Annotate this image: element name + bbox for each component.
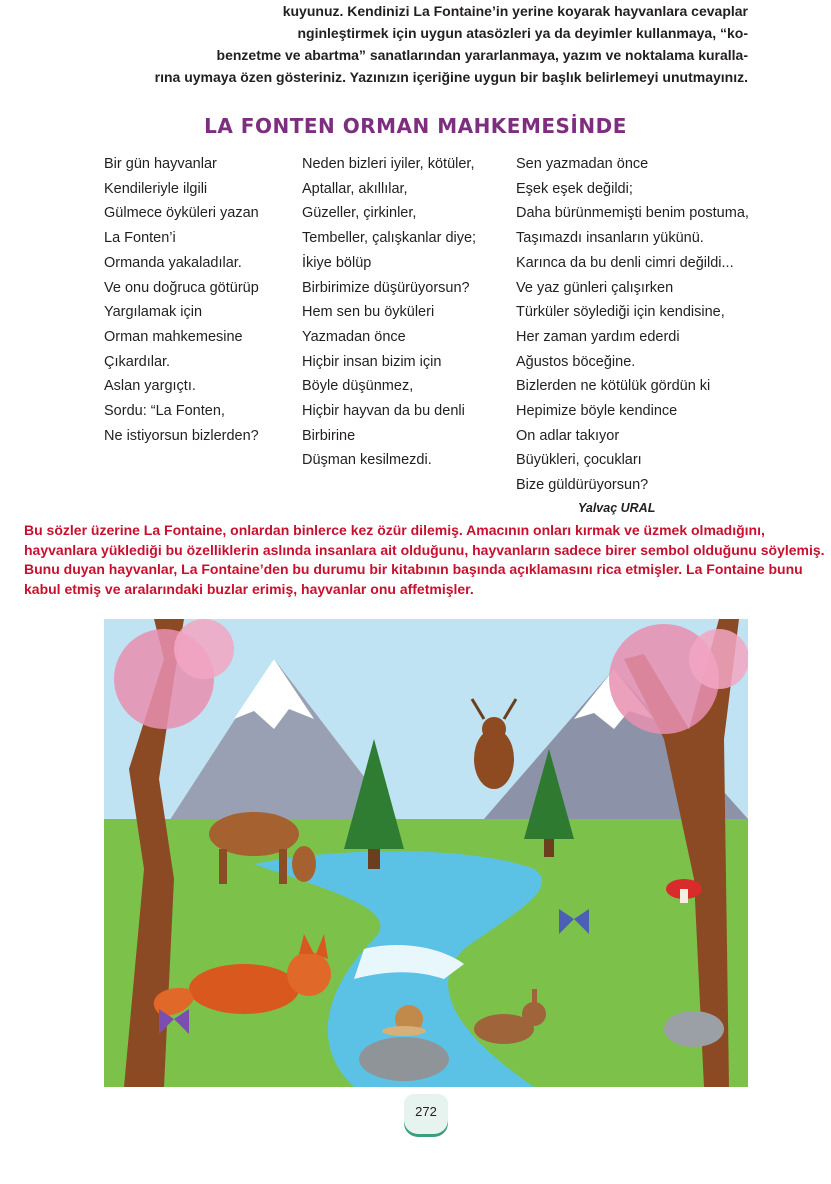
poem-verse-line: Çıkardılar.	[104, 353, 171, 370]
poem-verse-line: Yazmadan önce	[302, 328, 406, 345]
rock	[664, 1011, 724, 1047]
poem-verse-line: Birbirine	[302, 427, 356, 444]
handwritten-answer	[24, 521, 824, 600]
poem-verse-line: Sordu: “La Fonten,	[104, 403, 225, 420]
assignment-instructions	[100, 0, 748, 88]
answer-line: Bunu duyan hayvanlar, La Fontaine’den bu durumu bir kitabının başında açıklamasını rica etmişler. La Fontaine bunu	[24, 561, 803, 578]
poem-verse-line: Hiçbir hayvan da bu denli	[302, 403, 465, 420]
poem-verse-line: Eşek eşek değildi;	[516, 180, 633, 197]
poem-verse-line: Türküler söylediği için kendisine,	[516, 304, 725, 321]
poem-verse-line: On adlar takıyor	[516, 427, 620, 444]
poem-verse-line: Gülmece öyküleri yazan	[104, 205, 259, 222]
poem-verse-line: Ne istiyorsun bizlerden?	[104, 427, 259, 444]
poem-verse-line: Bize güldürüyorsun?	[516, 477, 649, 494]
poem-verse-line: Ve yaz günleri çalışırken	[516, 279, 674, 296]
page-number: 272	[415, 1104, 437, 1119]
poem-title: LA FONTEN ORMAN MAHKEMESİNDE	[204, 114, 627, 138]
poem-verse-line: Tembeller, çalışkanlar diye;	[302, 230, 477, 247]
answer-line: Bu sözler üzerine La Fontaine, onlardan binlerce kez özür dilemiş. Amacının onları kırmak ve üzmek olmadığını,	[24, 522, 765, 538]
page-number-badge	[404, 1094, 448, 1134]
poem-verse-line: Hem sen bu öyküleri	[302, 304, 435, 321]
poem-verse-line: Bir gün hayvanlar	[104, 156, 217, 172]
poem-verse-line: Sen yazmadan önce	[516, 156, 649, 172]
poem-verse-line: Taşımazdı insanların yükünü.	[516, 230, 704, 247]
poem-verse-line: Orman mahkemesine	[104, 328, 243, 345]
poem-verse-line: Kendileriyle ilgili	[104, 180, 208, 197]
poem-verse-line: Ve onu doğruca götürüp	[104, 279, 259, 296]
poem-verse-line: Hiçbir insan bizim için	[302, 353, 442, 370]
poem-verse-line: Büyükleri, çocukları	[516, 452, 642, 469]
poem-verse-line: Düşman kesilmezdi.	[302, 452, 432, 469]
rock	[359, 1037, 449, 1081]
poem-verse-line: La Fonten’i	[104, 230, 176, 247]
poem-verse-line: İkiye bölüp	[302, 254, 372, 271]
forest-illustration	[104, 619, 748, 1087]
poem-verse-line: Güzeller, çirkinler,	[302, 205, 417, 222]
poem-verse-line: Her zaman yardım ederdi	[516, 328, 680, 345]
poem-verse-line: Daha bürünmemişti benim postuma,	[516, 205, 749, 222]
poem-verse-line: Neden bizleri iyiler, kötüler,	[302, 156, 475, 172]
poem-verse-line: Böyle düşünmez,	[302, 378, 414, 395]
poem-verse-line: Birbirimize düşürüyorsun?	[302, 279, 470, 296]
poem-verse-line: Hepimize böyle kendince	[516, 403, 678, 420]
answer-line: kabul etmiş ve aralarındaki buzlar erimiş, hayvanlar onu affetmişler.	[24, 581, 474, 598]
poem-column-1	[104, 152, 259, 448]
answer-line: hayvanlara yüklediği bu özelliklerin aslında insanlara ait olduğunu, hayvanların sadece birer sembol olduğunu söylemiş.	[24, 541, 825, 558]
poem-column-2	[302, 152, 476, 473]
instruction-line: rına uymaya özen gösteriniz. Yazınızın içeriğine uygun bir başlık belirlemeyi unutmayınız.	[154, 69, 748, 85]
poem-verse-line: Ormanda yakaladılar.	[104, 254, 242, 271]
poem-verse-line: Ağustos böceğine.	[516, 353, 636, 370]
instruction-line: nginleştirmek için uygun atasözleri ya da deyimler kullanmaya, “ko-	[297, 25, 748, 41]
instruction-line: kuyunuz. Kendinizi La Fontaine’in yerine koyarak hayvanlara cevaplar	[282, 3, 748, 19]
poem-verse-line: Karınca da bu denli cimri değildi...	[516, 254, 734, 271]
poem-verse-line: Yargılamak için	[104, 304, 203, 321]
poem-author: Yalvaç URAL	[578, 501, 656, 515]
poem-column-3	[516, 152, 749, 498]
poem-verse-line: Aptallar, akıllılar,	[302, 180, 408, 197]
poem-verse-line: Bizlerden ne kötülük gördün ki	[516, 378, 711, 395]
instruction-line: benzetme ve abartma” sanatlarından yararlanmaya, yazım ve noktalama kuralla-	[216, 47, 748, 63]
poem-verse-line: Aslan yargıçtı.	[104, 378, 196, 395]
